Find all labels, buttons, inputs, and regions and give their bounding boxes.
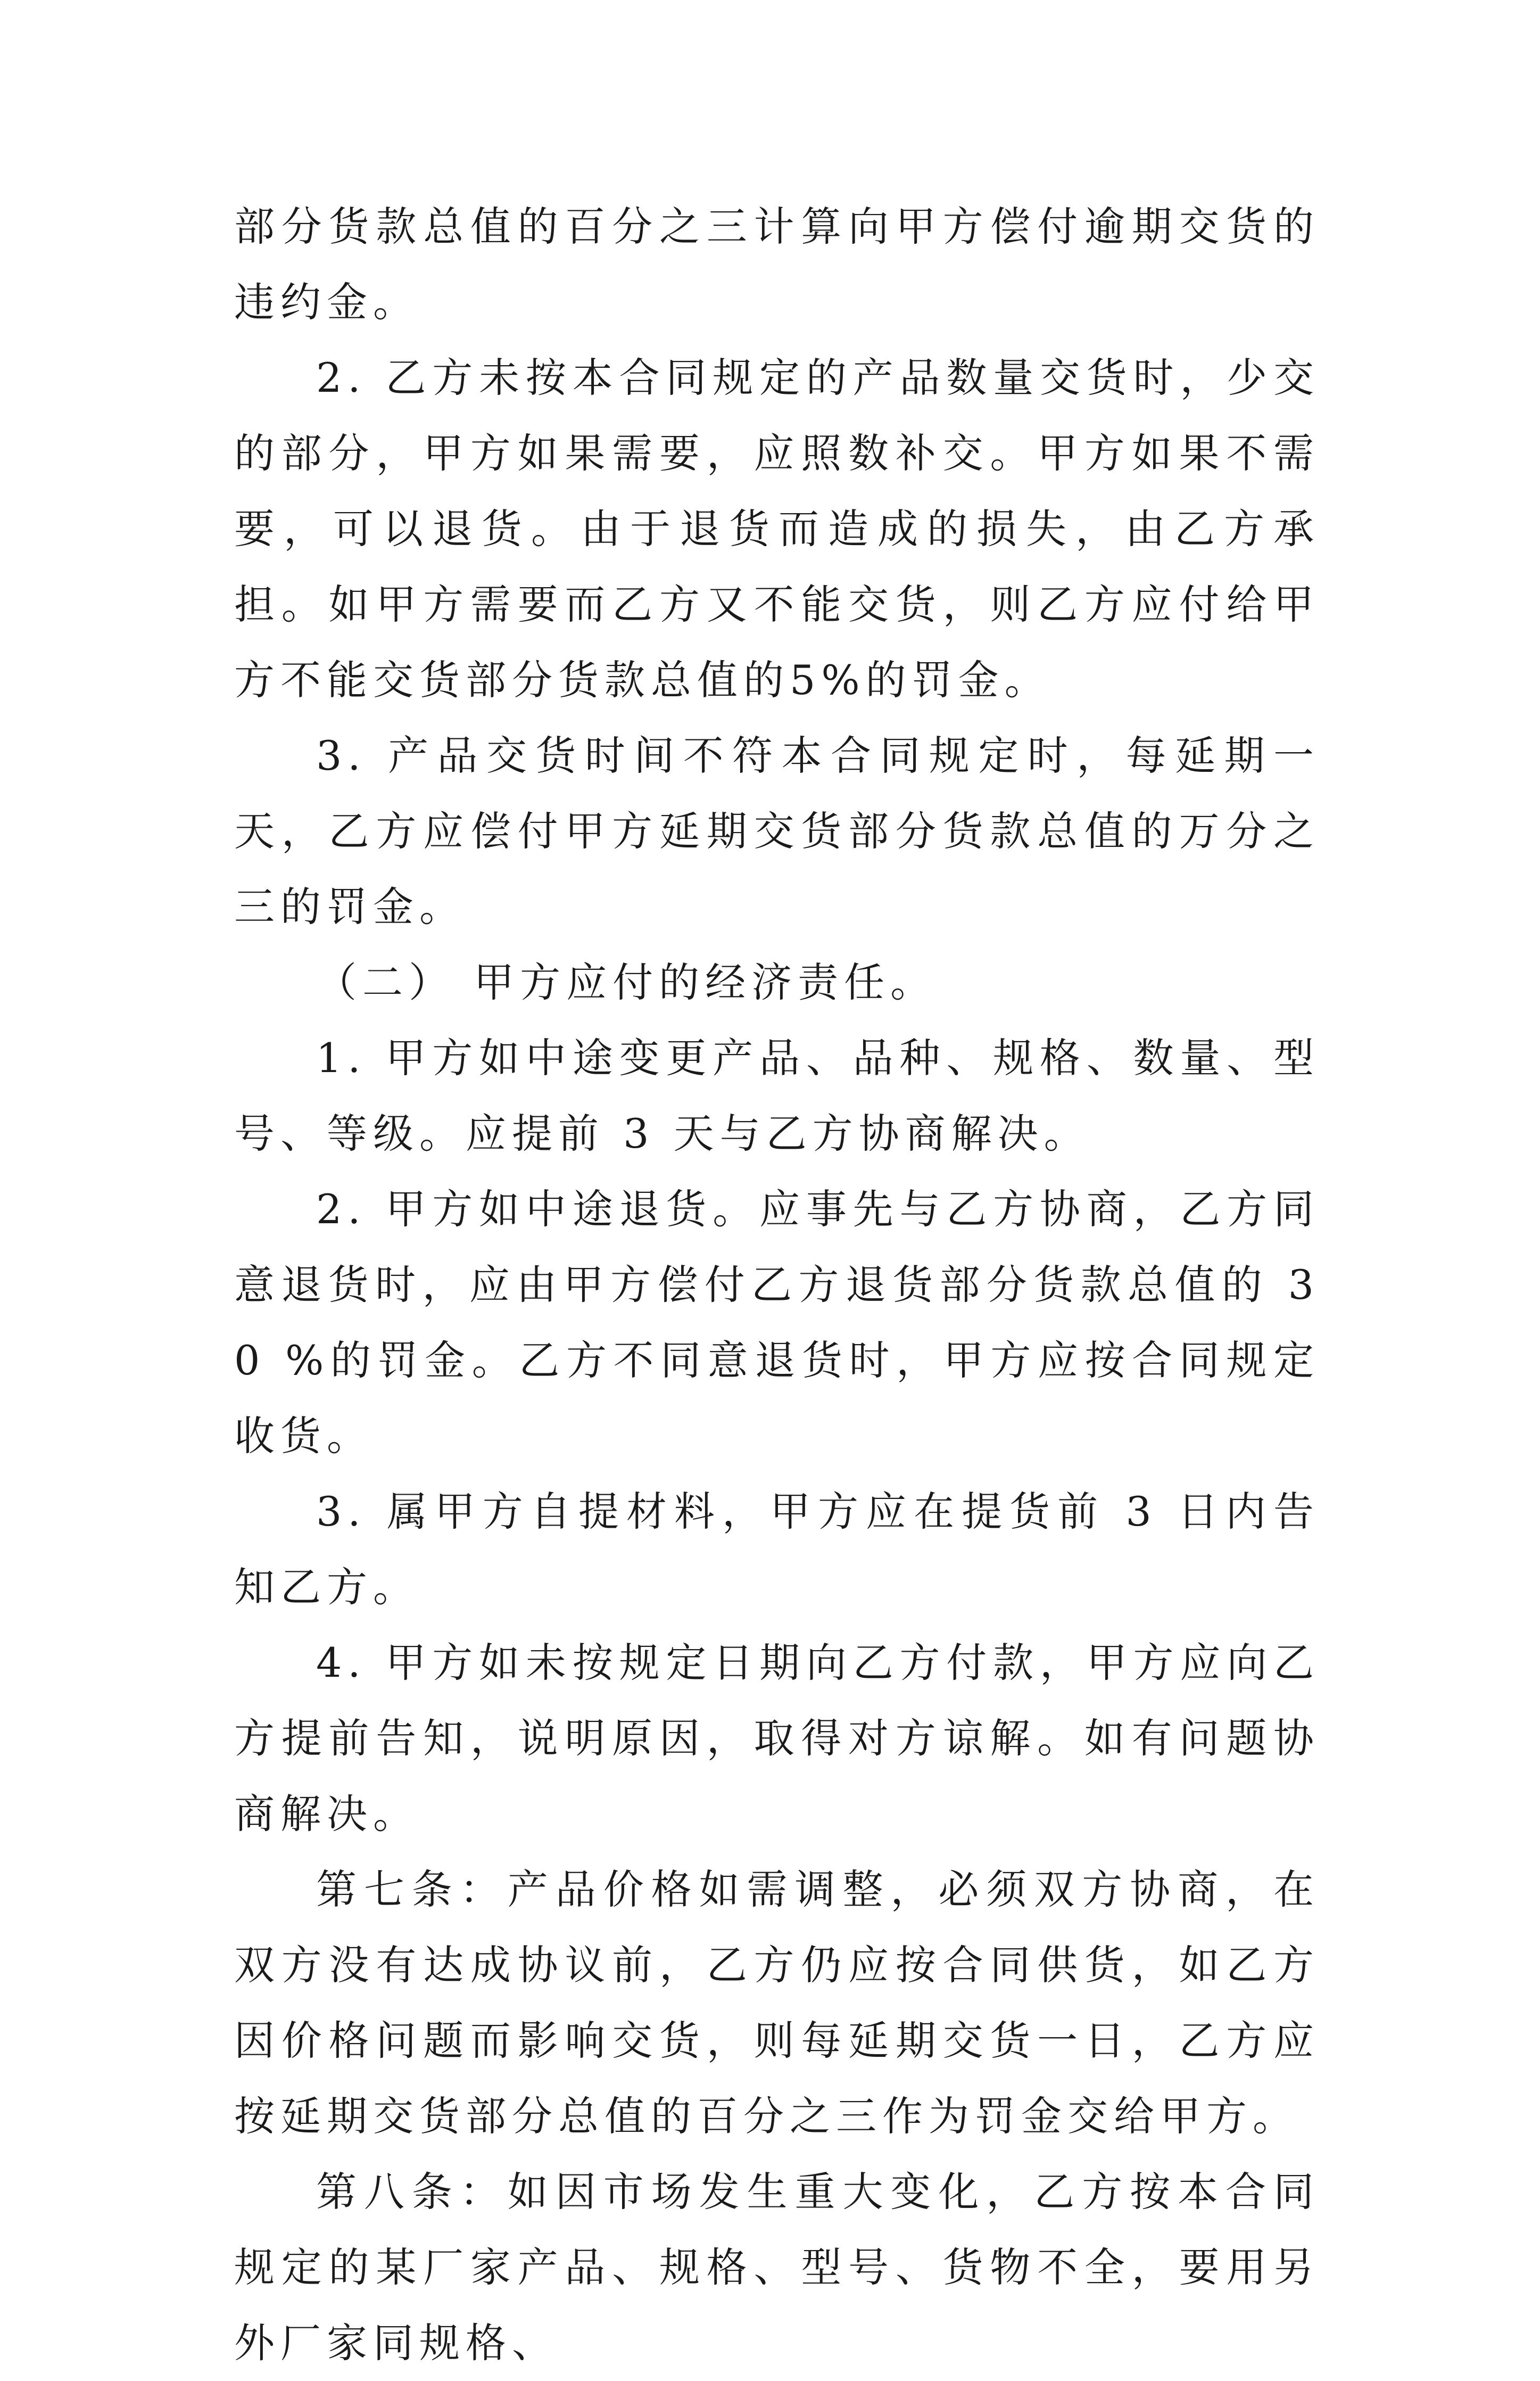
paragraph-clause-2-4: 4. 甲方如未按规定日期向乙方付款，甲方应向乙方提前告知，说明原因，取得对方谅解。如有问题协商解决。 [234, 1639, 1320, 1838]
paragraph-clause-2-2: 2. 甲方如中途退货。应事先与乙方协商，乙方同意退货时，应由甲方偿付乙方退货部分货款总值的 30 %的罚金。乙方不同意退货时，甲方应按合同规定收货。 [234, 1185, 1320, 1460]
paragraph-continuation: 部分货款总值的百分之三计算向甲方偿付逾期交货的违约金。 [234, 203, 1320, 326]
paragraph-clause-2-1: 1. 甲方如中途变更产品、品种、规格、数量、型号、等级。应提前 3 天与乙方协商解决。 [234, 1034, 1320, 1157]
paragraph-clause-1-3: 3. 产品交货时间不符本合同规定时，每延期一天，乙方应偿付甲方延期交货部分货款总值的万分之三的罚金。 [234, 732, 1320, 930]
paragraph-article-8: 第八条：如因市场发生重大变化，乙方按本合同规定的某厂家产品、规格、型号、货物不全，要用另外厂家同规格、 [234, 2168, 1320, 2367]
paragraph-clause-1-2: 2. 乙方未按本合同规定的产品数量交货时，少交的部分，甲方如果需要，应照数补交。甲方如果不需要，可以退货。由于退货而造成的损失，由乙方承担。如甲方需要而乙方又不能交货，则乙方应付给甲方不能交货部分货款总值的5%的罚金。 [234, 354, 1320, 704]
paragraph-article-7: 第七条：产品价格如需调整，必须双方协商，在双方没有达成协议前，乙方仍应按合同供货，如乙方因价格问题而影响交货，则每延期交货一日，乙方应按延期交货部分总值的百分之三作为罚金交给甲方。 [234, 1866, 1320, 2140]
paragraph-clause-2-3: 3. 属甲方自提材料，甲方应在提货前 3 日内告知乙方。 [234, 1488, 1320, 1611]
document-body [234, 189, 1320, 2381]
section-heading-party-a-liability: （二） 甲方应付的经济责任。 [316, 959, 937, 1006]
